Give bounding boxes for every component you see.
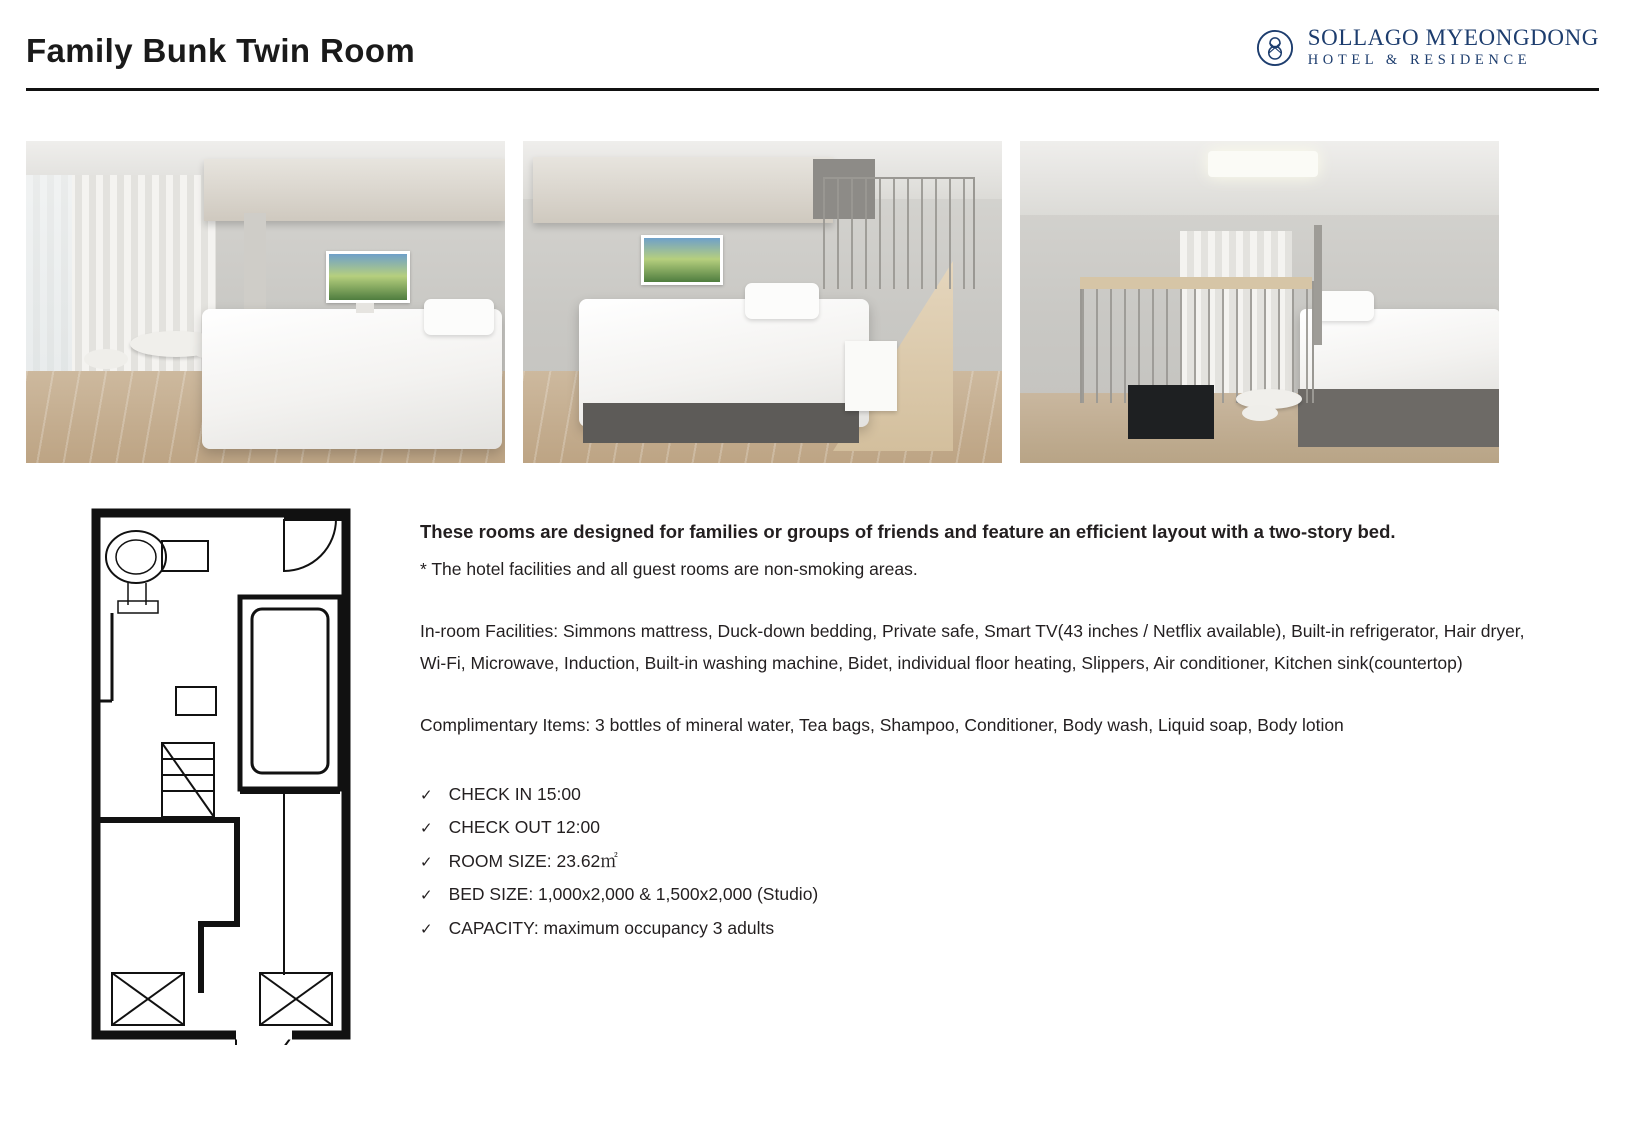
photo1-switch (356, 303, 374, 313)
fact-check-out: CHECK OUT 12:00 (448, 817, 600, 838)
photo2-wall-art (641, 235, 723, 285)
photo-gallery (26, 141, 1599, 463)
photo3-pillow (1316, 291, 1374, 321)
photo2-loft-slab (533, 157, 833, 223)
check-icon: ✓ (420, 853, 433, 871)
room-photo-2 (523, 141, 1002, 463)
photo2-bed-base (583, 403, 859, 443)
fact-capacity: CAPACITY: maximum occupancy 3 adults (448, 917, 775, 938)
floor-plan-drawing (88, 505, 358, 1045)
complimentary-items: Complimentary Items: 3 bottles of mineral water, Tea bags, Shampoo, Conditioner, Body wash, Liquid soap, Body lotion (420, 714, 1344, 735)
room-facts-list (420, 778, 1540, 946)
sollago-monogram-icon (1256, 29, 1294, 67)
photo2-pillow (745, 283, 819, 319)
photo2-stair-railing (823, 177, 975, 289)
list-item (420, 912, 1540, 946)
photo2-nightstand (845, 341, 897, 411)
list-item (420, 878, 1540, 912)
photo3-ceiling-light (1208, 151, 1318, 177)
photo3-post (1314, 225, 1322, 345)
page-header (0, 0, 1625, 96)
brand-name: SOLLAGO MYEONGDONG (1307, 25, 1599, 50)
brand-lockup (1256, 26, 1599, 70)
list-item (420, 811, 1540, 845)
photo3-stool (1242, 405, 1278, 421)
brand-text (1308, 26, 1599, 70)
room-photo-1 (26, 141, 505, 463)
photo3-loft-bed-base (1298, 389, 1499, 447)
fact-bed-size: BED SIZE: 1,000x2,000 & 1,500x2,000 (Studio) (448, 884, 819, 905)
floor-plan (88, 505, 358, 1045)
photo3-rail-handrail (1080, 277, 1312, 289)
fact-room-size: ROOM SIZE: 23.62㎡ (448, 850, 618, 871)
room-photo-3 (1020, 141, 1499, 463)
check-icon: ✓ (420, 887, 433, 905)
description-note: * The hotel facilities and all guest rooms are non-smoking areas. (420, 558, 918, 579)
photo1-loft-slab (204, 159, 505, 221)
description-lead: These rooms are designed for families or groups of friends and feature an efficient layout with a two-story bed. (420, 521, 1396, 542)
photo1-wall-art (326, 251, 410, 303)
page-title: Family Bunk Twin Room (26, 32, 416, 69)
header-divider (26, 88, 1599, 91)
in-room-facilities: In-room Facilities: Simmons mattress, Duck-down bedding, Private safe, Smart TV(43 inches / Netflix available), Built-in refrigerator, Hair dryer, Wi-Fi, Microwave, Induction, Built-in washing machine, Bidet, individual floor heating, Slippers, Air conditioner, Kitchen sink(countertop) (420, 621, 1525, 673)
photo1-stool-left (84, 349, 128, 369)
photo3-tv (1128, 385, 1214, 439)
photo1-pillow (424, 299, 494, 335)
brand-subtitle: HOTEL & RESIDENCE (1307, 51, 1532, 68)
check-icon: ✓ (420, 786, 433, 804)
check-icon: ✓ (420, 820, 433, 838)
fact-check-in: CHECK IN 15:00 (448, 783, 581, 804)
check-icon: ✓ (420, 920, 433, 938)
list-item (420, 845, 1540, 879)
list-item (420, 778, 1540, 812)
room-description (420, 518, 1540, 962)
